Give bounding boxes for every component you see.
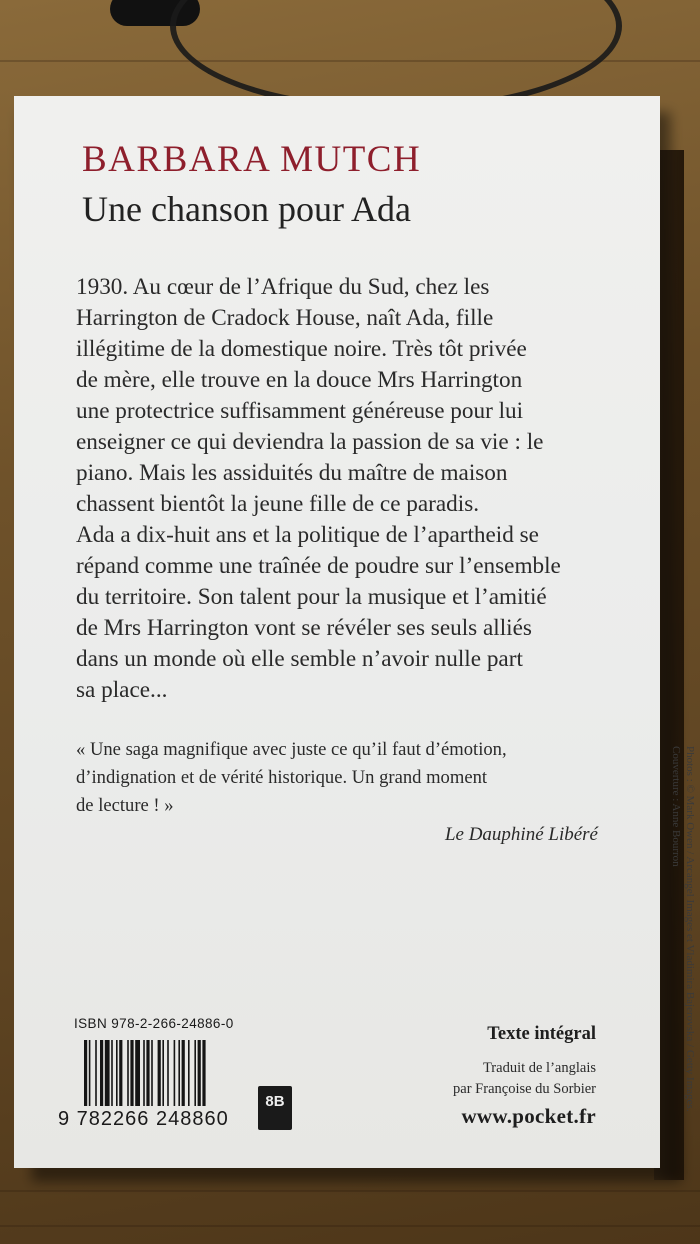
synopsis-line: illégitime de la domestique noire. Très tôt privée bbox=[76, 336, 527, 362]
photo-credit bbox=[617, 746, 696, 1126]
barcode-bar bbox=[111, 1040, 113, 1106]
barcode-bar bbox=[182, 1040, 185, 1106]
synopsis-line: de mère, elle trouve en la douce Mrs Harrington bbox=[76, 367, 523, 393]
synopsis-line: enseigner ce qui deviendra la passion de sa vie : le bbox=[76, 429, 544, 455]
barcode-bar bbox=[84, 1040, 87, 1106]
book-title: Une chanson pour Ada bbox=[82, 189, 411, 229]
barcode-bar bbox=[116, 1040, 118, 1106]
barcode-bar bbox=[89, 1040, 91, 1106]
synopsis-line: sa place... bbox=[76, 677, 168, 703]
photo-credit-text: Photos : © Mark Owen / Arcangel Images et Vladimira Bajerovska / Getty Images. Couverture : Anne Bourron bbox=[670, 746, 696, 1112]
synopsis-line: Harrington de Cradock House, naît Ada, fille bbox=[76, 305, 494, 331]
quote-line: d’indignation et de vérité historique. Un grand moment bbox=[76, 767, 488, 788]
barcode-bar bbox=[135, 1040, 140, 1106]
barcode-bar bbox=[105, 1040, 110, 1106]
barcode-bar bbox=[162, 1040, 164, 1106]
barcode-bar bbox=[151, 1040, 153, 1106]
barcode-bar bbox=[95, 1040, 97, 1106]
barcode-bar bbox=[130, 1040, 133, 1106]
barcode-bar bbox=[202, 1040, 205, 1106]
synopsis-line: une protectrice suffisamment généreuse pour lui bbox=[76, 398, 524, 424]
barcode-bar bbox=[158, 1040, 161, 1106]
synopsis-line: du territoire. Son talent pour la musique et l’amitié bbox=[76, 584, 547, 610]
publisher-logo bbox=[258, 1086, 292, 1130]
synopsis-line: répand comme une traînée de poudre sur l’ensemble bbox=[76, 553, 561, 579]
author-name: BARBARA MUTCH bbox=[82, 139, 422, 180]
synopsis-line: dans un monde où elle semble n’avoir nulle part bbox=[76, 646, 523, 672]
translation-credit bbox=[453, 1058, 596, 1100]
texte-integral: Texte intégral bbox=[487, 1024, 596, 1044]
synopsis-line: de Mrs Harrington vont se révéler ses seuls alliés bbox=[76, 615, 532, 641]
isbn-label: ISBN 978-2-266-24886-0 bbox=[74, 1016, 234, 1031]
barcode-bar bbox=[119, 1040, 122, 1106]
synopsis-line: 1930. Au cœur de l’Afrique du Sud, chez les bbox=[76, 274, 490, 300]
barcode-bar bbox=[178, 1040, 180, 1106]
publisher-website: www.pocket.fr bbox=[461, 1104, 596, 1128]
press-quote bbox=[76, 736, 636, 820]
barcode-digits: 9 782266 248860 bbox=[58, 1108, 229, 1130]
quote-line: de lecture ! » bbox=[76, 795, 174, 816]
barcode-bar bbox=[198, 1040, 201, 1106]
barcode-bar bbox=[188, 1040, 190, 1106]
quote-line: « Une saga magnifique avec juste ce qu’il faut d’émotion, bbox=[76, 739, 507, 760]
publisher-logo-text: 8B bbox=[265, 1093, 285, 1110]
synopsis-line: piano. Mais les assiduités du maître de maison bbox=[76, 460, 508, 486]
translation-line: Traduit de l’anglais bbox=[482, 1060, 596, 1076]
synopsis-line: Ada a dix-huit ans et la politique de l’apartheid se bbox=[76, 522, 539, 548]
barcode-bar bbox=[146, 1040, 149, 1106]
synopsis bbox=[76, 272, 636, 706]
book-back-cover bbox=[14, 96, 696, 1168]
barcode-bar bbox=[127, 1040, 129, 1106]
barcode-bar bbox=[194, 1040, 196, 1106]
barcode-bar bbox=[100, 1040, 103, 1106]
barcode-bar bbox=[174, 1040, 176, 1106]
barcode-bar bbox=[143, 1040, 145, 1106]
barcode-bar bbox=[167, 1040, 169, 1106]
quote-source: Le Dauphiné Libéré bbox=[444, 824, 598, 845]
synopsis-line: chassent bientôt la jeune fille de ce paradis. bbox=[76, 491, 480, 517]
translation-line: par Françoise du Sorbier bbox=[453, 1081, 596, 1097]
